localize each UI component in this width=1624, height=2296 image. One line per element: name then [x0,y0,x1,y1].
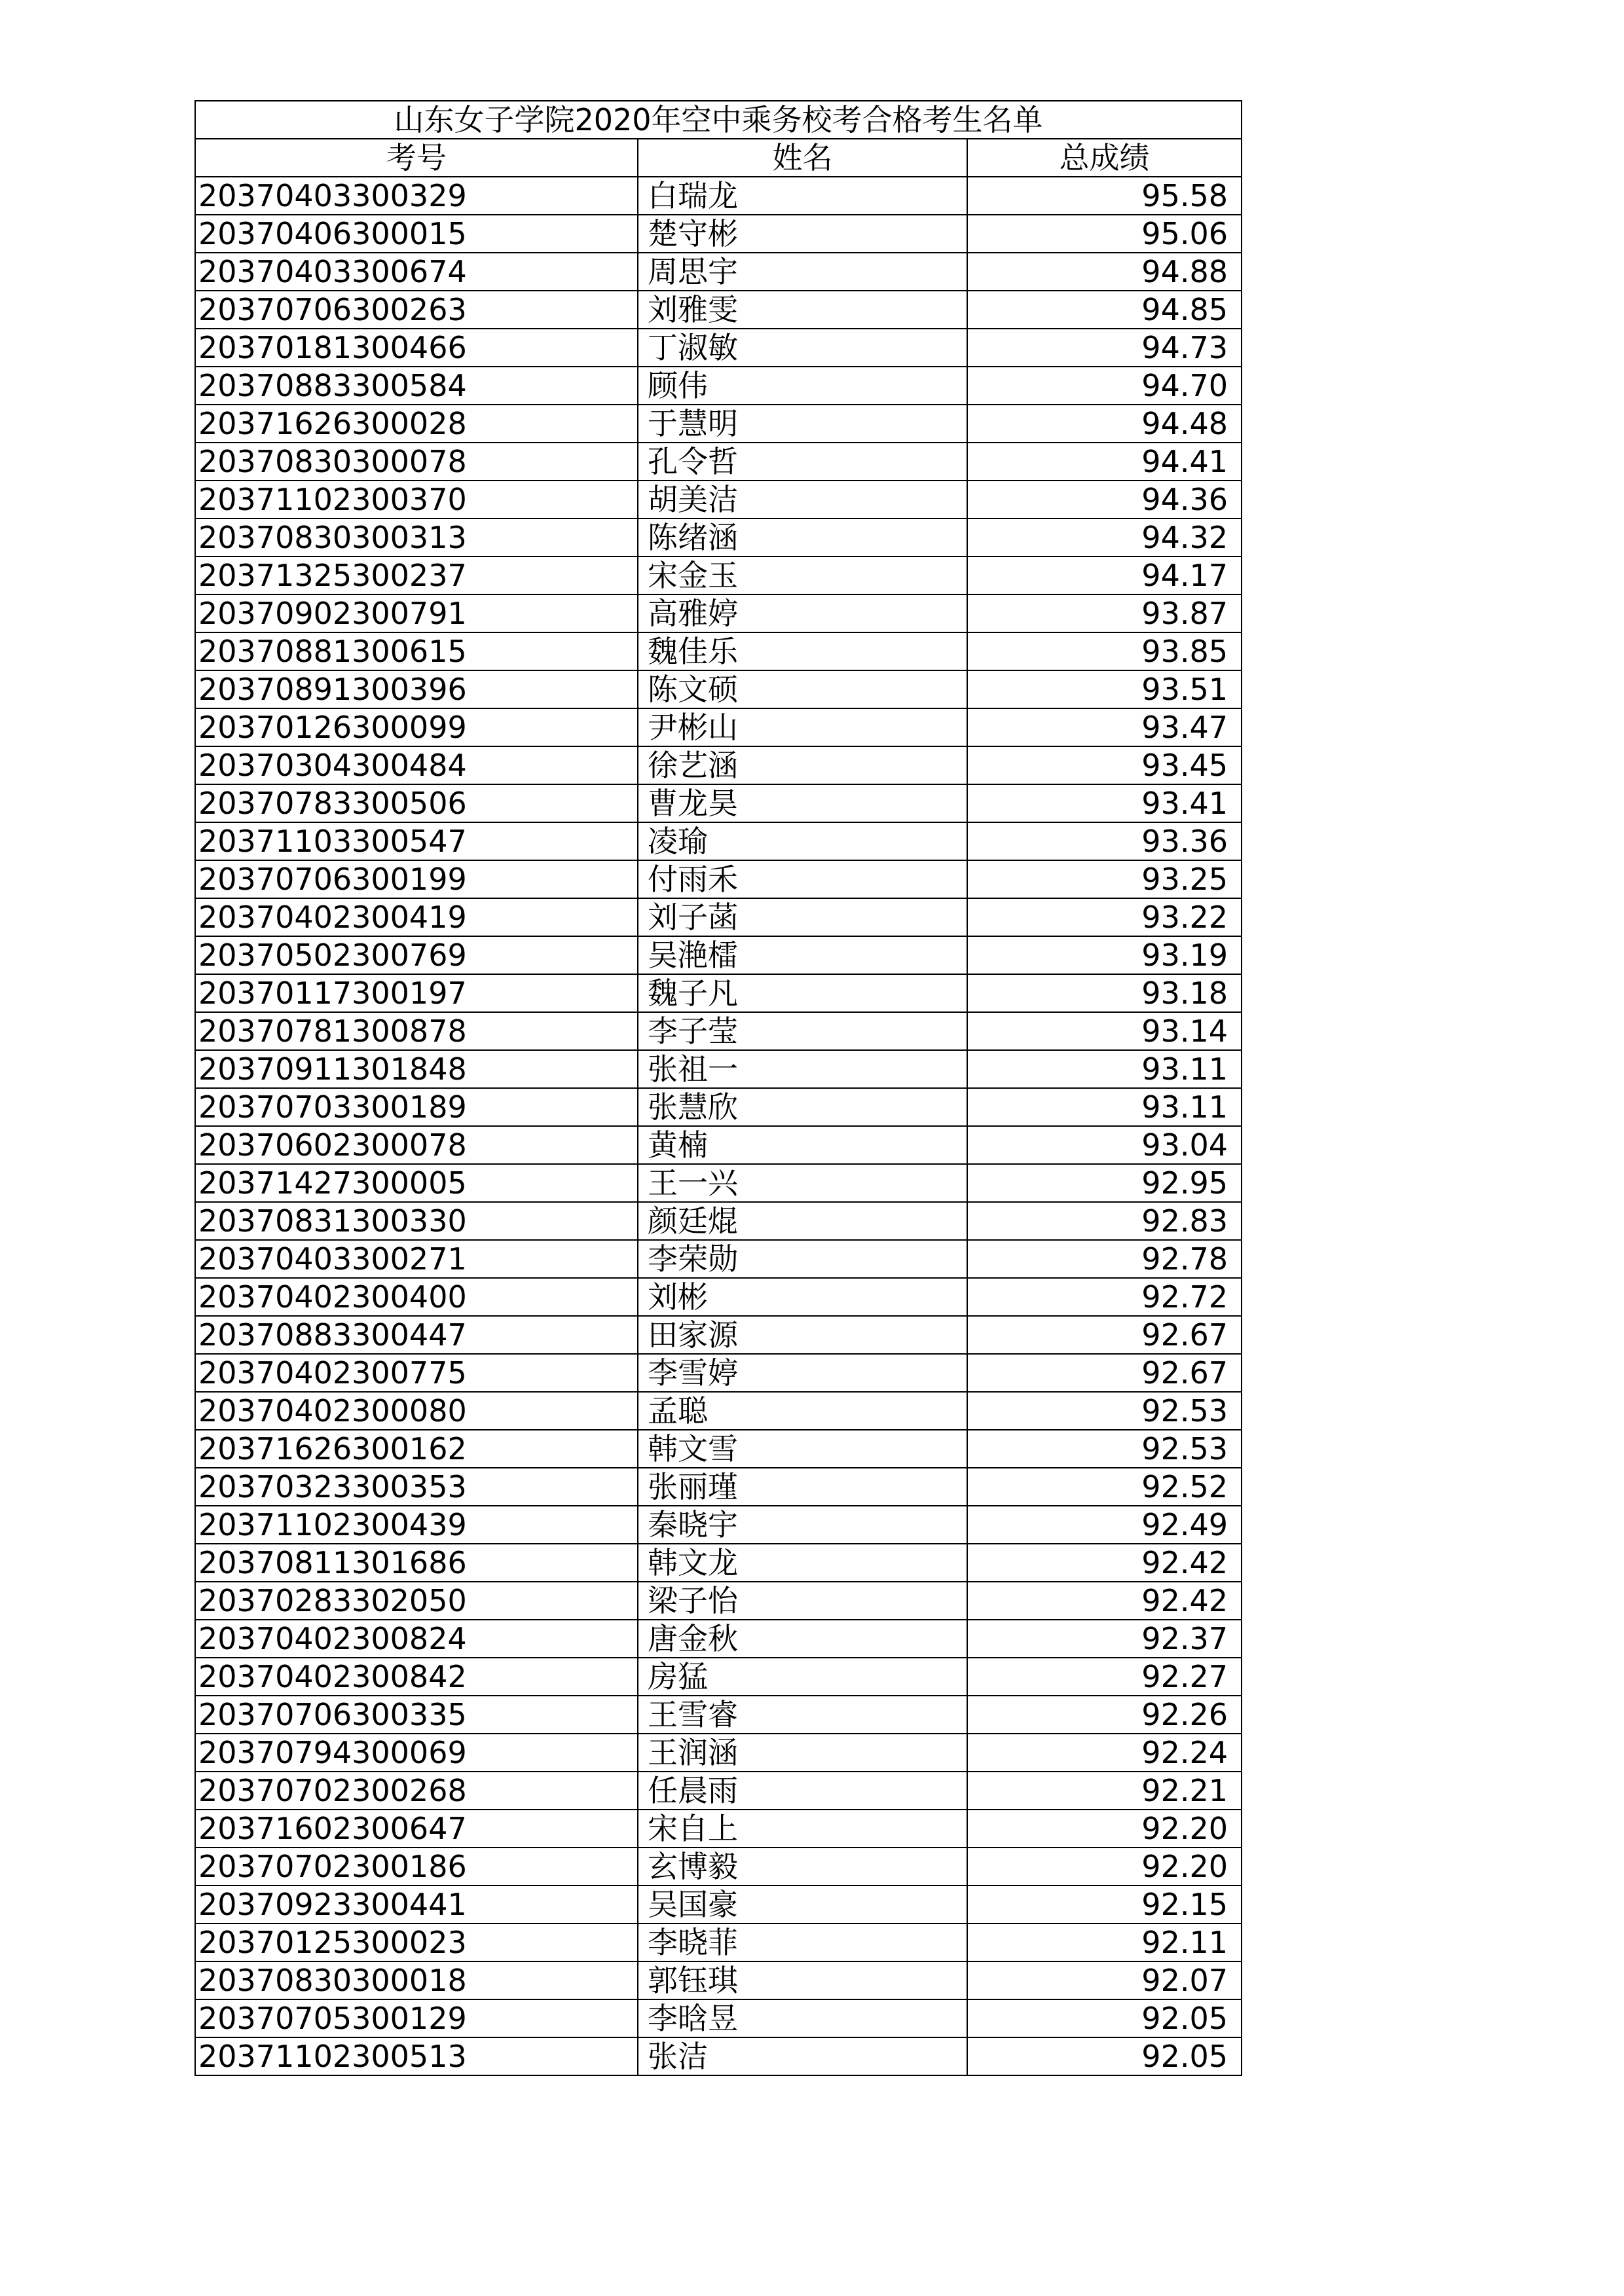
total-score-cell: 93.87 [967,594,1242,632]
student-name-cell: 李荣勋 [638,1240,967,1278]
total-score-cell: 94.70 [967,367,1242,405]
exam-number-cell: 20370705300129 [195,1999,638,2037]
table-row [195,1278,1242,1316]
table-row [195,1354,1242,1392]
total-score-cell: 92.24 [967,1734,1242,1772]
total-score-cell: 93.19 [967,936,1242,974]
document-title: 山东女子学院2020年空中乘务校考合格考生名单 [195,101,1242,139]
exam-number-cell: 20370402300775 [195,1354,638,1392]
table-row [195,1810,1242,1848]
student-name-cell: 徐艺涵 [638,746,967,784]
header-row [195,139,1242,177]
header-exam-number: 考号 [195,139,638,177]
exam-number-cell: 20370830300313 [195,519,638,556]
exam-number-cell: 20370883300584 [195,367,638,405]
exam-number-cell: 20371102300439 [195,1506,638,1544]
student-name-cell: 刘雅雯 [638,291,967,329]
total-score-cell: 92.78 [967,1240,1242,1278]
exam-number-cell: 20370811301686 [195,1544,638,1582]
student-name-cell: 白瑞龙 [638,177,967,215]
table-row [195,367,1242,405]
table-row [195,215,1242,253]
table-body [195,101,1242,2075]
table-row [195,1734,1242,1772]
header-total-score: 总成绩 [967,139,1242,177]
total-score-cell: 92.05 [967,2037,1242,2075]
student-name-cell: 韩文雪 [638,1430,967,1468]
student-name-cell: 玄博毅 [638,1848,967,1886]
exam-number-cell: 20370323300353 [195,1468,638,1506]
total-score-cell: 93.11 [967,1050,1242,1088]
total-score-cell: 94.17 [967,556,1242,594]
student-name-cell: 宋自上 [638,1810,967,1848]
exam-number-cell: 20370831300330 [195,1202,638,1240]
table-row [195,1772,1242,1810]
exam-number-cell: 20370403300674 [195,253,638,291]
table-row [195,1923,1242,1961]
total-score-cell: 93.47 [967,708,1242,746]
table-row [195,1620,1242,1658]
total-score-cell: 92.49 [967,1506,1242,1544]
exam-number-cell: 20370403300329 [195,177,638,215]
student-name-cell: 黄楠 [638,1126,967,1164]
student-name-cell: 吴国豪 [638,1886,967,1923]
exam-number-cell: 20370702300268 [195,1772,638,1810]
admission-list-table [194,100,1242,2076]
student-name-cell: 陈文硕 [638,670,967,708]
exam-number-cell: 20370304300484 [195,746,638,784]
exam-number-cell: 20370403300271 [195,1240,638,1278]
exam-number-cell: 20370794300069 [195,1734,638,1772]
student-name-cell: 陈绪涵 [638,519,967,556]
total-score-cell: 92.83 [967,1202,1242,1240]
student-name-cell: 房猛 [638,1658,967,1696]
exam-number-cell: 20370402300419 [195,898,638,936]
table-row [195,1848,1242,1886]
student-name-cell: 秦晓宇 [638,1506,967,1544]
exam-number-cell: 20370902300791 [195,594,638,632]
total-score-cell: 92.20 [967,1848,1242,1886]
total-score-cell: 94.85 [967,291,1242,329]
student-name-cell: 任晨雨 [638,1772,967,1810]
exam-number-cell: 20371103300547 [195,822,638,860]
student-name-cell: 梁子怡 [638,1582,967,1620]
total-score-cell: 92.21 [967,1772,1242,1810]
table-row [195,253,1242,291]
student-name-cell: 张丽瑾 [638,1468,967,1506]
student-name-cell: 曹龙昊 [638,784,967,822]
student-name-cell: 刘彬 [638,1278,967,1316]
exam-number-cell: 20370283302050 [195,1582,638,1620]
student-name-cell: 郭钰琪 [638,1961,967,1999]
exam-number-cell: 20370181300466 [195,329,638,367]
student-name-cell: 孟聪 [638,1392,967,1430]
student-name-cell: 王润涵 [638,1734,967,1772]
student-name-cell: 顾伟 [638,367,967,405]
student-name-cell: 韩文龙 [638,1544,967,1582]
student-name-cell: 李晗昱 [638,1999,967,2037]
exam-number-cell: 20370602300078 [195,1126,638,1164]
table-row [195,708,1242,746]
table-row [195,1126,1242,1164]
table-row [195,1012,1242,1050]
table-row [195,291,1242,329]
total-score-cell: 92.26 [967,1696,1242,1734]
exam-number-cell: 20370402300400 [195,1278,638,1316]
exam-number-cell: 20370881300615 [195,632,638,670]
student-name-cell: 吴滟檑 [638,936,967,974]
table-row [195,1582,1242,1620]
table-row [195,1050,1242,1088]
exam-number-cell: 20370125300023 [195,1923,638,1961]
table-row [195,1506,1242,1544]
table-row [195,632,1242,670]
total-score-cell: 92.11 [967,1923,1242,1961]
table-row [195,329,1242,367]
exam-number-cell: 20370126300099 [195,708,638,746]
exam-number-cell: 20370781300878 [195,1012,638,1050]
total-score-cell: 92.52 [967,1468,1242,1506]
student-name-cell: 丁淑敏 [638,329,967,367]
table-row [195,1658,1242,1696]
table-row [195,177,1242,215]
student-name-cell: 于慧明 [638,405,967,443]
total-score-cell: 92.37 [967,1620,1242,1658]
student-name-cell: 高雅婷 [638,594,967,632]
total-score-cell: 94.73 [967,329,1242,367]
student-name-cell: 刘子菡 [638,898,967,936]
exam-number-cell: 20370706300335 [195,1696,638,1734]
table-row [195,974,1242,1012]
total-score-cell: 94.36 [967,481,1242,519]
table-row [195,443,1242,481]
student-name-cell: 孔令哲 [638,443,967,481]
table-row [195,2037,1242,2075]
total-score-cell: 93.04 [967,1126,1242,1164]
total-score-cell: 93.25 [967,860,1242,898]
total-score-cell: 92.67 [967,1316,1242,1354]
table-row [195,746,1242,784]
total-score-cell: 92.67 [967,1354,1242,1392]
table-row [195,1696,1242,1734]
table-row [195,1886,1242,1923]
table-row [195,1999,1242,2037]
table-row [195,1088,1242,1126]
table-row [195,594,1242,632]
table-row [195,405,1242,443]
total-score-cell: 93.36 [967,822,1242,860]
table-row [195,519,1242,556]
student-name-cell: 王一兴 [638,1164,967,1202]
total-score-cell: 92.15 [967,1886,1242,1923]
exam-number-cell: 20370830300078 [195,443,638,481]
total-score-cell: 92.42 [967,1544,1242,1582]
student-name-cell: 魏佳乐 [638,632,967,670]
total-score-cell: 92.05 [967,1999,1242,2037]
total-score-cell: 92.72 [967,1278,1242,1316]
total-score-cell: 93.41 [967,784,1242,822]
total-score-cell: 93.14 [967,1012,1242,1050]
student-name-cell: 田家源 [638,1316,967,1354]
table-row [195,481,1242,519]
total-score-cell: 93.85 [967,632,1242,670]
student-name-cell: 付雨禾 [638,860,967,898]
total-score-cell: 94.88 [967,253,1242,291]
table-row [195,860,1242,898]
table-row [195,556,1242,594]
total-score-cell: 92.53 [967,1392,1242,1430]
student-name-cell: 颜廷焜 [638,1202,967,1240]
title-row [195,101,1242,139]
student-name-cell: 张洁 [638,2037,967,2075]
table-row [195,822,1242,860]
total-score-cell: 92.20 [967,1810,1242,1848]
student-name-cell: 魏子凡 [638,974,967,1012]
total-score-cell: 95.06 [967,215,1242,253]
exam-number-cell: 20370402300824 [195,1620,638,1658]
student-name-cell: 尹彬山 [638,708,967,746]
table-row [195,898,1242,936]
table-row [195,1164,1242,1202]
exam-number-cell: 20370911301848 [195,1050,638,1088]
exam-number-cell: 20370706300199 [195,860,638,898]
total-score-cell: 92.95 [967,1164,1242,1202]
table-row [195,1468,1242,1506]
total-score-cell: 93.11 [967,1088,1242,1126]
total-score-cell: 92.53 [967,1430,1242,1468]
table-row [195,1202,1242,1240]
student-name-cell: 李雪婷 [638,1354,967,1392]
exam-number-cell: 20371427300005 [195,1164,638,1202]
total-score-cell: 93.18 [967,974,1242,1012]
exam-number-cell: 20371626300028 [195,405,638,443]
table-row [195,1961,1242,1999]
table-row [195,1240,1242,1278]
student-name-cell: 周思宇 [638,253,967,291]
total-score-cell: 92.42 [967,1582,1242,1620]
student-name-cell: 唐金秋 [638,1620,967,1658]
student-name-cell: 宋金玉 [638,556,967,594]
exam-number-cell: 20371102300370 [195,481,638,519]
student-name-cell: 凌瑜 [638,822,967,860]
exam-number-cell: 20370402300842 [195,1658,638,1696]
student-name-cell: 楚守彬 [638,215,967,253]
table-row [195,936,1242,974]
exam-number-cell: 20370406300015 [195,215,638,253]
table-row [195,1392,1242,1430]
student-name-cell: 李子莹 [638,1012,967,1050]
total-score-cell: 93.45 [967,746,1242,784]
exam-number-cell: 20371325300237 [195,556,638,594]
total-score-cell: 94.41 [967,443,1242,481]
table-row [195,784,1242,822]
exam-number-cell: 20370883300447 [195,1316,638,1354]
total-score-cell: 94.32 [967,519,1242,556]
table-row [195,670,1242,708]
total-score-cell: 93.51 [967,670,1242,708]
exam-number-cell: 20370117300197 [195,974,638,1012]
student-name-cell: 王雪睿 [638,1696,967,1734]
total-score-cell: 95.58 [967,177,1242,215]
exam-number-cell: 20371102300513 [195,2037,638,2075]
exam-number-cell: 20370891300396 [195,670,638,708]
header-name: 姓名 [638,139,967,177]
exam-number-cell: 20371626300162 [195,1430,638,1468]
exam-number-cell: 20370402300080 [195,1392,638,1430]
student-name-cell: 张祖一 [638,1050,967,1088]
exam-number-cell: 20370830300018 [195,1961,638,1999]
exam-number-cell: 20370923300441 [195,1886,638,1923]
exam-number-cell: 20370706300263 [195,291,638,329]
table-row [195,1316,1242,1354]
total-score-cell: 94.48 [967,405,1242,443]
exam-number-cell: 20370703300189 [195,1088,638,1126]
exam-number-cell: 20370702300186 [195,1848,638,1886]
exam-number-cell: 20370502300769 [195,936,638,974]
table-row [195,1430,1242,1468]
student-name-cell: 张慧欣 [638,1088,967,1126]
table-row [195,1544,1242,1582]
student-name-cell: 李晓菲 [638,1923,967,1961]
student-name-cell: 胡美洁 [638,481,967,519]
total-score-cell: 92.07 [967,1961,1242,1999]
total-score-cell: 93.22 [967,898,1242,936]
total-score-cell: 92.27 [967,1658,1242,1696]
exam-number-cell: 20370783300506 [195,784,638,822]
exam-number-cell: 20371602300647 [195,1810,638,1848]
